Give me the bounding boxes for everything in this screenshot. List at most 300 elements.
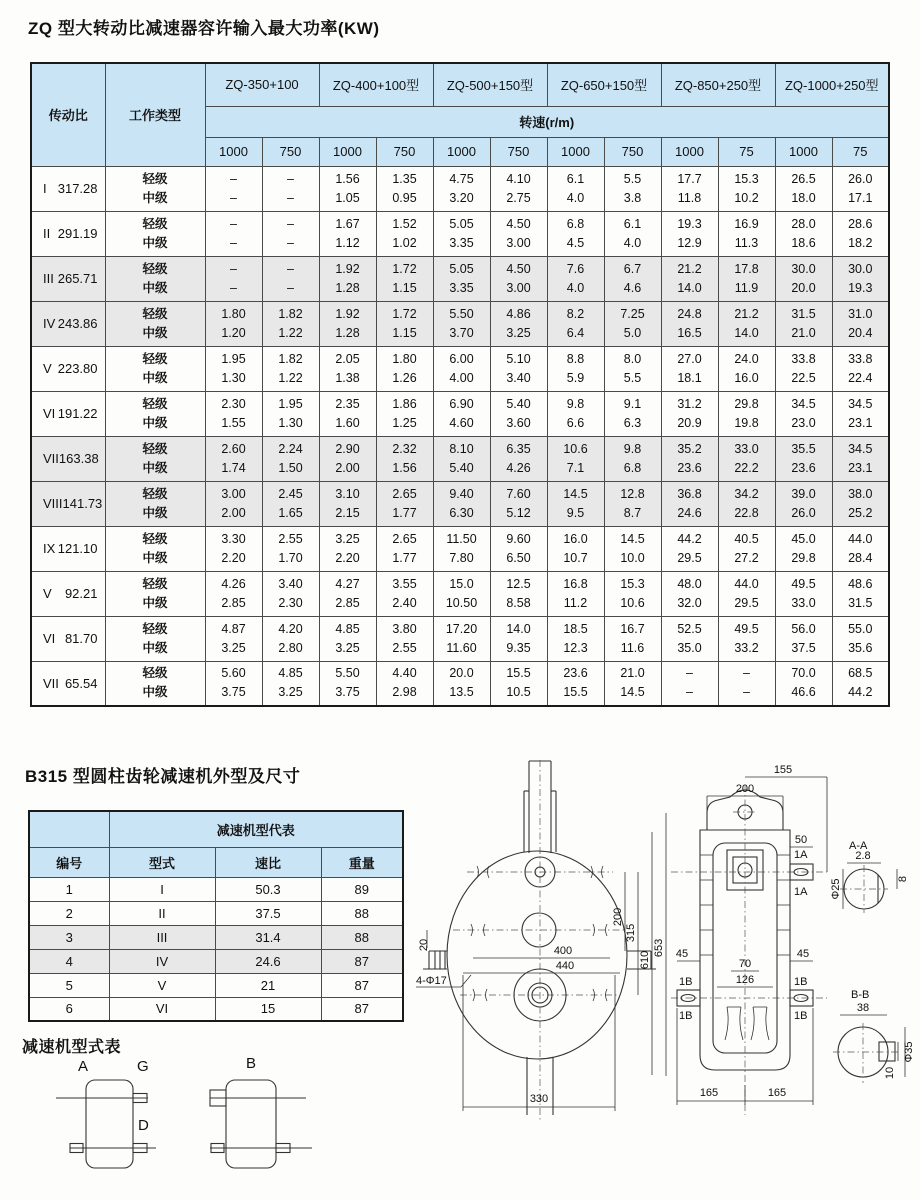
light-duty-value: 4.85 xyxy=(335,621,360,636)
power-value-cell xyxy=(718,166,775,211)
light-duty-value: 5.50 xyxy=(335,666,360,681)
light-duty-value: 20.0 xyxy=(449,666,474,681)
ratio-roman: I xyxy=(43,181,47,196)
light-duty-value: 40.5 xyxy=(734,531,759,546)
model-no-cell: 4 xyxy=(29,949,109,973)
dim-653: 653 xyxy=(653,938,665,958)
medium-duty-value: 33.0 xyxy=(791,595,816,610)
ratio-cell xyxy=(31,391,105,436)
medium-duty-value: 4.60 xyxy=(449,415,474,430)
medium-duty-value: 2.20 xyxy=(335,550,360,565)
power-value-cell xyxy=(718,391,775,436)
ratio-wrap xyxy=(32,539,105,558)
duty-medium-label: 中级 xyxy=(142,640,168,655)
power-value-cell xyxy=(832,616,889,661)
ratio-wrap xyxy=(32,584,105,603)
ratio-roman: IX xyxy=(43,541,56,556)
power-value-cell xyxy=(547,526,604,571)
light-duty-value: 45.0 xyxy=(791,531,816,546)
ratio-wrap xyxy=(32,224,105,243)
dim-phi35: Φ35 xyxy=(903,1041,915,1063)
medium-duty-value: 1.55 xyxy=(221,415,246,430)
table-row xyxy=(31,166,889,211)
medium-duty-value: 1.12 xyxy=(335,235,360,250)
light-duty-value: 5.40 xyxy=(506,396,531,411)
medium-duty-value: – xyxy=(686,685,693,700)
medium-duty-value: 3.00 xyxy=(506,280,531,295)
medium-duty-value: 1.22 xyxy=(278,325,303,340)
power-value-cell xyxy=(775,346,832,391)
power-value-cell xyxy=(604,616,661,661)
ratio-roman: VIII xyxy=(43,496,63,511)
worktype-column-header: 工作类型 xyxy=(105,63,205,166)
ratio-wrap xyxy=(32,449,105,468)
power-value-cell xyxy=(547,391,604,436)
duty-light-label: 轻级 xyxy=(142,576,168,591)
model-weight-cell: 87 xyxy=(321,973,403,997)
work-type-cell xyxy=(105,481,205,526)
power-value-cell xyxy=(604,436,661,481)
power-value-cell xyxy=(205,301,262,346)
power-value-cell xyxy=(319,301,376,346)
light-duty-value: 4.87 xyxy=(221,621,246,636)
dim-20: 20 xyxy=(418,938,430,952)
ratio-value: 141.73 xyxy=(62,496,103,511)
type-label-b: B xyxy=(246,1055,257,1072)
medium-duty-value: 13.5 xyxy=(449,685,474,700)
medium-duty-value: 3.75 xyxy=(221,685,246,700)
medium-duty-value: 27.2 xyxy=(734,550,759,565)
power-value-cell xyxy=(376,481,433,526)
light-duty-value: 30.0 xyxy=(791,261,816,276)
ratio-value: 223.80 xyxy=(57,361,98,376)
power-value-cell xyxy=(490,436,547,481)
power-value-cell xyxy=(547,346,604,391)
light-duty-value: 23.6 xyxy=(563,666,588,681)
medium-duty-value: 9.5 xyxy=(566,505,585,520)
light-duty-value: 6.90 xyxy=(449,396,474,411)
ratio-roman: V xyxy=(43,586,52,601)
light-duty-value: 6.35 xyxy=(506,441,531,456)
model-weight-cell: 88 xyxy=(321,925,403,949)
ratio-roman: VII xyxy=(43,675,59,691)
light-duty-value: 33.0 xyxy=(734,441,759,456)
ratio-value: 163.38 xyxy=(58,451,99,466)
ratio-cell xyxy=(31,616,105,661)
medium-duty-value: 1.74 xyxy=(221,460,246,475)
light-duty-value: 15.3 xyxy=(620,576,645,591)
light-duty-value: 2.24 xyxy=(278,441,303,456)
light-duty-value: – xyxy=(743,666,750,681)
medium-duty-value: 11.6 xyxy=(620,640,645,655)
medium-duty-value: 3.35 xyxy=(449,235,474,250)
light-duty-value: 3.00 xyxy=(221,486,246,501)
medium-duty-value: 3.25 xyxy=(335,640,360,655)
power-value-cell xyxy=(376,301,433,346)
light-duty-value: 19.3 xyxy=(677,216,702,231)
power-value-cell xyxy=(262,211,319,256)
power-value-cell xyxy=(262,391,319,436)
medium-duty-value: 1.30 xyxy=(278,415,303,430)
power-value-cell xyxy=(433,301,490,346)
power-value-cell xyxy=(832,661,889,706)
table-row xyxy=(31,571,889,616)
medium-duty-value: 4.6 xyxy=(623,280,642,295)
table-row xyxy=(31,616,889,661)
light-duty-value: – xyxy=(287,216,294,231)
medium-duty-value: 12.9 xyxy=(677,235,702,250)
light-duty-value: 26.0 xyxy=(848,171,873,186)
medium-duty-value: 37.5 xyxy=(791,640,816,655)
power-value-cell xyxy=(604,301,661,346)
medium-duty-value: 14.0 xyxy=(734,325,759,340)
speed-value-header: 1000 xyxy=(547,137,604,166)
light-duty-value: 5.10 xyxy=(506,351,531,366)
table-row xyxy=(31,256,889,301)
medium-duty-value: 10.50 xyxy=(445,595,478,610)
power-value-cell xyxy=(661,211,718,256)
light-duty-value: 1.72 xyxy=(392,261,417,276)
light-duty-value: 44.0 xyxy=(848,531,873,546)
light-duty-value: 1.72 xyxy=(392,306,417,321)
power-value-cell xyxy=(661,256,718,301)
dim-45-left: 45 xyxy=(675,948,689,960)
power-value-cell xyxy=(319,256,376,301)
medium-duty-value: 2.15 xyxy=(335,505,360,520)
power-value-cell xyxy=(775,616,832,661)
power-value-cell xyxy=(775,301,832,346)
type-label-a: A xyxy=(78,1058,89,1075)
medium-duty-value: 23.6 xyxy=(677,460,702,475)
work-type-cell xyxy=(105,616,205,661)
ratio-cell xyxy=(31,346,105,391)
light-duty-value: 5.60 xyxy=(221,666,246,681)
ratio-cell xyxy=(31,481,105,526)
ratio-wrap xyxy=(32,269,105,288)
light-duty-value: 18.5 xyxy=(563,621,588,636)
speed-value-header: 750 xyxy=(604,137,661,166)
power-value-cell xyxy=(319,571,376,616)
medium-duty-value: 22.4 xyxy=(848,370,873,385)
light-duty-value: 70.0 xyxy=(791,666,816,681)
power-value-cell xyxy=(718,526,775,571)
power-value-cell xyxy=(205,481,262,526)
model-weight-cell: 88 xyxy=(321,901,403,925)
medium-duty-value: 4.5 xyxy=(566,235,585,250)
power-value-cell xyxy=(205,661,262,706)
power-value-cell xyxy=(205,391,262,436)
light-duty-value: 15.3 xyxy=(734,171,759,186)
power-value-cell xyxy=(832,256,889,301)
light-duty-value: 24.0 xyxy=(734,351,759,366)
power-value-cell xyxy=(433,616,490,661)
medium-duty-value: – xyxy=(287,280,294,295)
medium-duty-value: 1.30 xyxy=(221,370,246,385)
light-duty-value: 9.60 xyxy=(506,531,531,546)
light-duty-value: 12.8 xyxy=(620,486,645,501)
power-value-cell xyxy=(433,571,490,616)
power-value-cell xyxy=(661,346,718,391)
medium-duty-value: 20.0 xyxy=(791,280,816,295)
light-duty-value: 12.5 xyxy=(506,576,531,591)
medium-duty-value: 1.60 xyxy=(335,415,360,430)
power-table-body xyxy=(31,166,889,706)
light-duty-value: – xyxy=(230,216,237,231)
table-row xyxy=(31,211,889,256)
light-duty-value: 14.5 xyxy=(620,531,645,546)
ratio-wrap xyxy=(32,494,105,513)
model-header: ZQ-1000+250型 xyxy=(775,63,889,106)
type-label-g: G xyxy=(137,1058,149,1075)
medium-duty-value: 18.2 xyxy=(848,235,873,250)
speed-value-header: 750 xyxy=(262,137,319,166)
dim-50: 50 xyxy=(794,834,808,846)
model-ratio-cell: 15 xyxy=(215,997,321,1021)
model-no-cell: 6 xyxy=(29,997,109,1021)
speed-value-header: 750 xyxy=(376,137,433,166)
model-weight-cell: 89 xyxy=(321,877,403,901)
light-duty-value: 56.0 xyxy=(791,621,816,636)
medium-duty-value: 31.5 xyxy=(848,595,873,610)
light-duty-value: 2.60 xyxy=(221,441,246,456)
table-row xyxy=(29,877,403,901)
medium-duty-value: 3.35 xyxy=(449,280,474,295)
medium-duty-value: 0.95 xyxy=(392,190,417,205)
medium-duty-value: 14.5 xyxy=(620,685,645,700)
power-value-cell xyxy=(205,256,262,301)
medium-duty-value: 6.4 xyxy=(566,325,585,340)
light-duty-value: 16.7 xyxy=(620,621,645,636)
medium-duty-value: 7.1 xyxy=(566,460,585,475)
duty-light-label: 轻级 xyxy=(142,486,168,501)
power-value-cell xyxy=(832,571,889,616)
medium-duty-value: 11.9 xyxy=(734,280,759,295)
power-value-cell xyxy=(775,571,832,616)
light-duty-value: 1.95 xyxy=(278,396,303,411)
power-value-cell xyxy=(319,616,376,661)
medium-duty-value: 2.00 xyxy=(221,505,246,520)
light-duty-value: 36.8 xyxy=(677,486,702,501)
ratio-column-header: 传动比 xyxy=(31,63,105,166)
light-duty-value: 8.0 xyxy=(623,351,642,366)
medium-duty-value: 14.0 xyxy=(677,280,702,295)
duty-light-label: 轻级 xyxy=(142,261,168,276)
light-duty-value: – xyxy=(230,171,237,186)
medium-duty-value: 28.4 xyxy=(848,550,873,565)
medium-duty-value: 6.8 xyxy=(623,460,642,475)
power-value-cell xyxy=(775,211,832,256)
ratio-wrap xyxy=(32,404,105,423)
power-value-cell xyxy=(262,166,319,211)
power-value-cell xyxy=(661,481,718,526)
work-type-cell xyxy=(105,301,205,346)
model-no-cell: 5 xyxy=(29,973,109,997)
light-duty-value: 5.50 xyxy=(449,306,474,321)
light-duty-value: 34.5 xyxy=(848,396,873,411)
medium-duty-value: 18.1 xyxy=(677,370,702,385)
duty-medium-label: 中级 xyxy=(142,325,168,340)
dim-155: 155 xyxy=(773,764,793,776)
power-value-cell xyxy=(661,661,718,706)
medium-duty-value: 1.28 xyxy=(335,325,360,340)
light-duty-value: 11.50 xyxy=(446,531,477,546)
medium-duty-value: 2.85 xyxy=(221,595,246,610)
duty-medium-label: 中级 xyxy=(142,685,168,700)
power-value-cell xyxy=(775,481,832,526)
light-duty-value: 33.8 xyxy=(791,351,816,366)
power-value-cell xyxy=(604,256,661,301)
light-duty-value: 9.8 xyxy=(566,396,585,411)
power-value-cell xyxy=(262,436,319,481)
power-value-cell xyxy=(604,571,661,616)
work-type-cell xyxy=(105,436,205,481)
ratio-value: 243.86 xyxy=(57,316,98,331)
front-view xyxy=(423,760,656,1120)
power-value-cell xyxy=(376,211,433,256)
medium-duty-value: 29.5 xyxy=(677,550,702,565)
light-duty-value: 35.5 xyxy=(791,441,816,456)
duty-light-label: 轻级 xyxy=(142,171,168,186)
power-value-cell xyxy=(775,436,832,481)
ratio-roman: VI xyxy=(43,631,56,646)
light-duty-value: 1.67 xyxy=(335,216,360,231)
model-table-body xyxy=(29,877,403,1021)
col-header-weight: 重量 xyxy=(321,847,403,877)
power-value-cell xyxy=(547,571,604,616)
medium-duty-value: 19.3 xyxy=(848,280,873,295)
light-duty-value: 21.2 xyxy=(677,261,702,276)
power-value-cell xyxy=(319,661,376,706)
ratio-cell xyxy=(31,661,105,706)
medium-duty-value: 1.15 xyxy=(392,280,417,295)
medium-duty-value: 9.35 xyxy=(506,640,531,655)
power-value-cell xyxy=(775,166,832,211)
light-duty-value: 4.75 xyxy=(449,171,474,186)
medium-duty-value: 10.6 xyxy=(620,595,645,610)
table-row xyxy=(31,436,889,481)
speed-value-header: 1000 xyxy=(205,137,262,166)
power-value-cell xyxy=(604,661,661,706)
medium-duty-value: 1.15 xyxy=(392,325,417,340)
power-value-cell xyxy=(433,391,490,436)
power-value-cell xyxy=(262,301,319,346)
duty-medium-label: 中级 xyxy=(142,595,168,610)
dim-phi25: Φ25 xyxy=(830,878,842,900)
power-value-cell xyxy=(490,481,547,526)
col-header-no: 编号 xyxy=(29,847,109,877)
dim-165-left: 165 xyxy=(699,1087,719,1099)
ratio-roman: VI xyxy=(43,406,56,421)
power-value-cell xyxy=(490,166,547,211)
medium-duty-value: 18.0 xyxy=(791,190,816,205)
type-diagram-B xyxy=(210,1055,312,1168)
duty-medium-label: 中级 xyxy=(142,415,168,430)
power-value-cell xyxy=(661,571,718,616)
model-table xyxy=(28,810,404,1022)
model-ratio-cell: 50.3 xyxy=(215,877,321,901)
light-duty-value: 6.1 xyxy=(623,216,642,231)
medium-duty-value: 1.25 xyxy=(392,415,417,430)
power-value-cell xyxy=(262,661,319,706)
work-type-cell xyxy=(105,211,205,256)
medium-duty-value: 18.6 xyxy=(791,235,816,250)
medium-duty-value: – xyxy=(287,190,294,205)
light-duty-value: 35.2 xyxy=(677,441,702,456)
light-duty-value: 1.80 xyxy=(392,351,417,366)
ratio-value: 121.10 xyxy=(57,541,98,556)
speed-value-header: 1000 xyxy=(319,137,376,166)
power-value-cell xyxy=(262,256,319,301)
work-type-cell xyxy=(105,526,205,571)
power-value-cell xyxy=(376,391,433,436)
medium-duty-value: 5.12 xyxy=(506,505,531,520)
medium-duty-value: 1.02 xyxy=(392,235,417,250)
medium-duty-value: 4.0 xyxy=(566,280,585,295)
speed-value-header: 750 xyxy=(490,137,547,166)
light-duty-value: 52.5 xyxy=(677,621,702,636)
power-value-cell xyxy=(832,166,889,211)
work-type-cell xyxy=(105,391,205,436)
medium-duty-value: 24.6 xyxy=(677,505,702,520)
power-value-cell xyxy=(604,211,661,256)
model-header: ZQ-350+100 xyxy=(205,63,319,106)
power-value-cell xyxy=(718,481,775,526)
section2-title: B315 型圆柱齿轮减速机外型及尺寸 xyxy=(25,767,301,786)
light-duty-value: 5.5 xyxy=(623,171,642,186)
power-value-cell xyxy=(775,661,832,706)
col-header-ratio: 速比 xyxy=(215,847,321,877)
medium-duty-value: – xyxy=(743,685,750,700)
power-value-cell xyxy=(319,211,376,256)
speed-value-header: 75 xyxy=(832,137,889,166)
table-row xyxy=(29,901,403,925)
type-label-d: D xyxy=(138,1117,149,1134)
medium-duty-value: 2.75 xyxy=(506,190,531,205)
power-value-cell xyxy=(832,436,889,481)
power-value-cell xyxy=(547,211,604,256)
ratio-cell xyxy=(31,436,105,481)
work-type-cell xyxy=(105,661,205,706)
power-value-cell xyxy=(661,526,718,571)
medium-duty-value: 3.40 xyxy=(506,370,531,385)
light-duty-value: 44.0 xyxy=(734,576,759,591)
table-row xyxy=(31,481,889,526)
dim-610: 610 xyxy=(639,950,651,970)
table-row xyxy=(29,949,403,973)
medium-duty-value: – xyxy=(287,235,294,250)
ratio-cell xyxy=(31,301,105,346)
power-value-cell xyxy=(205,166,262,211)
light-duty-value: 34.2 xyxy=(734,486,759,501)
light-duty-value: 3.40 xyxy=(278,576,303,591)
ratio-value: 317.28 xyxy=(57,181,98,196)
light-duty-value: 6.8 xyxy=(566,216,585,231)
light-duty-value: 33.8 xyxy=(848,351,873,366)
power-value-cell xyxy=(376,166,433,211)
dim-440: 440 xyxy=(555,960,575,972)
power-value-cell xyxy=(376,346,433,391)
medium-duty-value: 20.9 xyxy=(677,415,702,430)
medium-duty-value: 1.70 xyxy=(278,550,303,565)
section-BB xyxy=(833,989,915,1083)
power-value-cell xyxy=(490,211,547,256)
duty-medium-label: 中级 xyxy=(142,190,168,205)
power-value-cell xyxy=(661,436,718,481)
medium-duty-value: 3.25 xyxy=(278,685,303,700)
power-value-cell xyxy=(319,346,376,391)
power-value-cell xyxy=(718,436,775,481)
power-value-cell xyxy=(376,526,433,571)
